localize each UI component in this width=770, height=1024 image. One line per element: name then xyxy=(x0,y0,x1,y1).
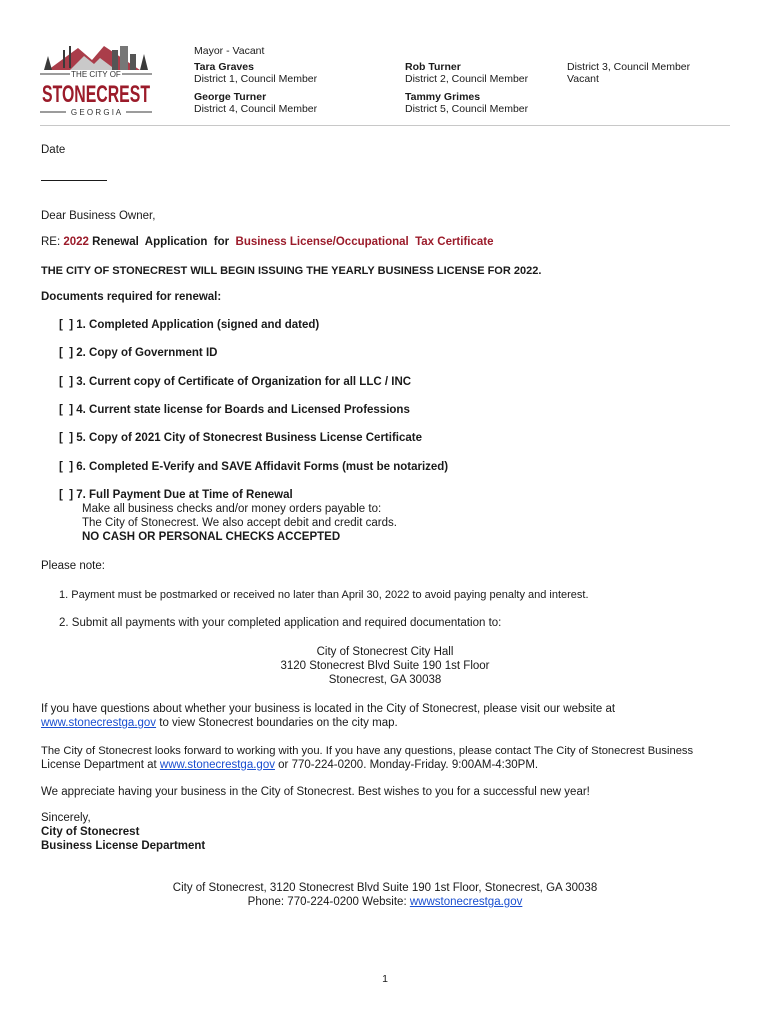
address-line-3: Stonecrest, GA 30038 xyxy=(328,674,442,686)
payment-line-1: Make all business checks and/or money orders payable to: xyxy=(82,503,382,515)
signature-org: City of Stonecrest xyxy=(41,826,140,838)
logo-line1: THE CITY OF xyxy=(71,70,121,79)
member-vacant: Vacant xyxy=(567,73,599,85)
payment-line-3: NO CASH OR PERSONAL CHECKS ACCEPTED xyxy=(82,531,341,543)
forward-pre: License Department at xyxy=(41,759,160,771)
member-district: District 1, Council Member xyxy=(194,73,318,85)
docs-heading: Documents required for renewal: xyxy=(41,291,222,303)
council-member-5 xyxy=(405,91,528,115)
doc-item-6: [ ] 6. Completed E-Verify and SAVE Affidavit Forms (must be notarized) xyxy=(59,461,449,473)
re-year: 2022 xyxy=(63,236,89,248)
logo-line3: G E O R G I A xyxy=(70,108,122,117)
member-name: Tammy Grimes xyxy=(405,91,481,103)
date-label: Date xyxy=(41,144,66,156)
city-logo xyxy=(40,40,152,122)
forward-line-1: The City of Stonecrest looks forward to working with you. If you have any questions, please contact The City of Stonecrest Business xyxy=(41,745,694,757)
council-member-3 xyxy=(567,61,690,85)
doc-item-5: [ ] 5. Copy of 2021 City of Stonecrest Business License Certificate xyxy=(59,432,422,444)
member-district: District 2, Council Member xyxy=(405,73,529,85)
sincerely: Sincerely, xyxy=(41,812,91,824)
please-note: Please note: xyxy=(41,560,105,572)
footer-address: City of Stonecrest, 3120 Stonecrest Blvd Suite 190 1st Floor, Stonecrest, GA 30038 xyxy=(172,882,598,894)
member-district: District 4, Council Member xyxy=(194,103,318,115)
website-link[interactable]: www.stonecrestga.gov xyxy=(41,717,157,729)
member-district: District 3, Council Member xyxy=(567,61,691,73)
address-line-1: City of Stonecrest City Hall xyxy=(316,646,454,658)
forward-post: or 770-224-0200. Monday-Friday. 9:00AM-4:30PM. xyxy=(274,759,539,771)
re-line xyxy=(41,235,494,249)
header-divider xyxy=(40,125,730,126)
member-district: District 5, Council Member xyxy=(405,103,529,115)
questions-rest: to view Stonecrest boundaries on the city map. xyxy=(156,717,398,729)
mayor-line: Mayor - Vacant xyxy=(194,45,265,57)
footer-contact xyxy=(0,895,770,909)
footer-phone: Phone: 770-224-0200 Website: xyxy=(247,896,410,908)
re-middle: Renewal Application for xyxy=(88,236,236,248)
payment-line-2: The City of Stonecrest. We also accept debit and credit cards. xyxy=(82,517,397,529)
re-prefix: RE: xyxy=(41,236,64,248)
doc-item-1: [ ] 1. Completed Application (signed and dated) xyxy=(59,319,320,331)
questions-line-1: If you have questions about whether your business is located in the City of Stonecrest, please visit our website at xyxy=(41,703,616,715)
re-subject: Business License/Occupational Tax Certificate xyxy=(235,236,494,248)
council-member-2 xyxy=(405,61,528,85)
member-name: George Turner xyxy=(194,91,267,103)
forward-line-2 xyxy=(41,758,538,772)
doc-item-7: [ ] 7. Full Payment Due at Time of Renewal xyxy=(59,489,293,501)
doc-item-4: [ ] 4. Current state license for Boards and Licensed Professions xyxy=(59,404,410,416)
date-signature-line xyxy=(41,180,107,181)
footer-website-link[interactable]: wwwstonecrestga.gov xyxy=(409,896,523,908)
doc-item-2: [ ] 2. Copy of Government ID xyxy=(59,347,218,359)
note-2: 2. Submit all payments with your completed application and required documentation to: xyxy=(59,617,502,629)
announcement: THE CITY OF STONECREST WILL BEGIN ISSUING THE YEARLY BUSINESS LICENSE FOR 2022. xyxy=(41,265,542,277)
note-1: 1. Payment must be postmarked or received no later than April 30, 2022 to avoid paying penalty and interest. xyxy=(59,589,589,601)
signature-dept: Business License Department xyxy=(41,840,206,852)
page-number: 1 xyxy=(382,973,388,985)
logo-line2: STONECREST xyxy=(42,81,151,108)
address-line-2: 3120 Stonecrest Blvd Suite 190 1st Floor xyxy=(280,660,490,672)
member-name: Tara Graves xyxy=(194,61,254,73)
council-member-1 xyxy=(194,61,317,85)
appreciate-line: We appreciate having your business in the City of Stonecrest. Best wishes to you for a successful new year! xyxy=(41,786,590,798)
website-link[interactable]: www.stonecrestga.gov xyxy=(159,759,275,771)
greeting: Dear Business Owner, xyxy=(41,210,156,222)
member-name: Rob Turner xyxy=(405,61,461,73)
doc-item-3: [ ] 3. Current copy of Certificate of Organization for all LLC / INC xyxy=(59,376,412,388)
council-member-4 xyxy=(194,91,317,115)
questions-line-2 xyxy=(41,716,398,730)
